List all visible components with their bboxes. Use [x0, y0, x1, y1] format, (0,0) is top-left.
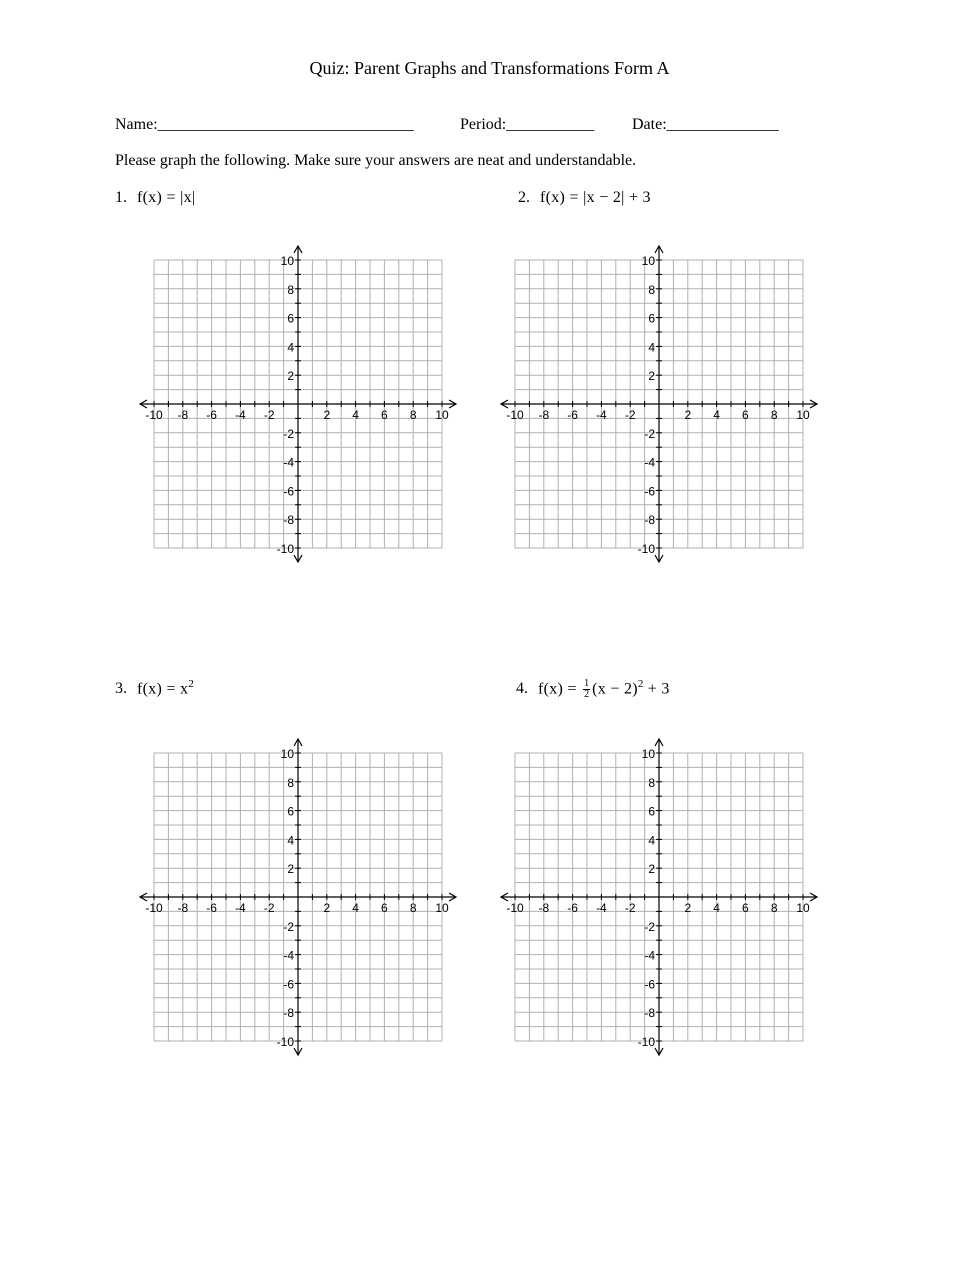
x-tick-label: -6 [567, 901, 578, 915]
x-tick-label: 10 [796, 408, 810, 422]
y-tick-label: -2 [644, 426, 655, 441]
y-tick-label: 8 [648, 282, 655, 297]
function-label: f(x) = [538, 680, 582, 698]
x-tick-label: 8 [770, 901, 778, 915]
y-tick-label: -10 [276, 542, 294, 556]
x-tick-label: -4 [235, 408, 246, 422]
x-tick-label: 2 [684, 408, 692, 422]
x-tick-label: 6 [381, 901, 388, 915]
y-tick-label: 4 [648, 833, 655, 848]
y-tick-label: 6 [648, 804, 655, 819]
fraction-denominator: 2 [584, 689, 590, 701]
problem-2 [518, 189, 651, 207]
x-tick-label: -2 [263, 408, 275, 422]
x-tick-label: -4 [235, 901, 246, 915]
x-tick-label: 10 [435, 901, 449, 915]
x-tick-label: 10 [435, 408, 449, 422]
y-tick-label: -4 [644, 455, 655, 470]
x-tick-label: -6 [206, 901, 217, 915]
problem-number: 1. [115, 189, 127, 206]
x-tick-label: 6 [742, 408, 749, 422]
y-tick-label: 6 [287, 804, 294, 819]
x-tick-label: 2 [684, 901, 692, 915]
x-tick-label: 4 [713, 408, 720, 422]
function-base: x [180, 680, 189, 698]
y-tick-label: 4 [287, 340, 294, 355]
problem-3 [115, 678, 194, 698]
x-tick-label: 2 [323, 408, 331, 422]
problem-4 [516, 678, 670, 700]
page-title: Quiz: Parent Graphs and Transformations Form A [309, 58, 670, 78]
x-tick-label: -2 [624, 901, 636, 915]
coordinate-grid-3[interactable] [134, 733, 462, 1061]
problem-1 [115, 189, 195, 207]
x-tick-label: 6 [742, 901, 749, 915]
problem-number: 4. [516, 680, 528, 698]
y-tick-label: -2 [283, 426, 294, 441]
y-tick-label: -2 [644, 919, 655, 934]
grid-svg [495, 733, 823, 1061]
y-tick-label: 2 [648, 862, 655, 877]
grid-svg [134, 240, 462, 568]
y-tick-label: -8 [283, 513, 294, 528]
function-expression: |x| [180, 189, 196, 206]
y-tick-label: 10 [641, 254, 655, 268]
y-tick-label: 4 [287, 833, 294, 848]
y-tick-label: 8 [287, 282, 294, 297]
y-tick-label: -6 [644, 977, 655, 992]
y-tick-label: 10 [280, 747, 294, 761]
grid-svg [495, 240, 823, 568]
function-base: (x − 2) [592, 680, 638, 698]
x-tick-label: -6 [206, 408, 217, 422]
y-tick-label: -8 [644, 513, 655, 528]
y-tick-label: 4 [648, 340, 655, 355]
x-tick-label: 4 [713, 901, 720, 915]
x-tick-label: 8 [409, 901, 417, 915]
x-tick-label: 10 [796, 901, 810, 915]
x-tick-label: -4 [596, 901, 607, 915]
date-field[interactable]: Date:______________ [632, 116, 779, 133]
y-tick-label: 2 [287, 369, 294, 384]
coordinate-grid-1[interactable] [134, 240, 462, 568]
x-tick-label: 4 [352, 408, 359, 422]
function-tail: + 3 [643, 680, 670, 698]
x-tick-label: -8 [538, 901, 550, 915]
y-tick-label: 10 [280, 254, 294, 268]
fraction [583, 679, 590, 700]
x-tick-label: -4 [596, 408, 607, 422]
problem-number: 3. [115, 680, 127, 698]
x-tick-label: -2 [263, 901, 275, 915]
y-tick-label: -6 [644, 484, 655, 499]
function-label: f(x) = [137, 189, 181, 206]
x-tick-label: 2 [323, 901, 331, 915]
y-tick-label: 6 [287, 311, 294, 326]
x-tick-label: -8 [177, 901, 189, 915]
x-tick-label: -10 [506, 408, 524, 422]
fraction-numerator: 1 [584, 678, 590, 690]
y-tick-label: 2 [648, 369, 655, 384]
x-tick-label: -6 [567, 408, 578, 422]
function-exponent: 2 [637, 678, 644, 690]
x-tick-label: -8 [177, 408, 189, 422]
y-tick-label: -6 [283, 977, 294, 992]
period-field[interactable]: Period:___________ [460, 116, 595, 133]
y-tick-label: -10 [637, 1035, 655, 1049]
x-tick-label: -2 [624, 408, 636, 422]
y-tick-label: -2 [283, 919, 294, 934]
y-tick-label: -8 [283, 1006, 294, 1021]
y-tick-label: 8 [648, 775, 655, 790]
y-tick-label: -8 [644, 1006, 655, 1021]
grid-svg [134, 733, 462, 1061]
y-tick-label: 6 [648, 311, 655, 326]
x-tick-label: 8 [409, 408, 417, 422]
x-tick-label: -10 [506, 901, 524, 915]
y-tick-label: 10 [641, 747, 655, 761]
name-field[interactable]: Name:________________________________ [115, 116, 414, 133]
function-label: f(x) = [540, 189, 584, 206]
y-tick-label: 8 [287, 775, 294, 790]
x-tick-label: -10 [145, 901, 163, 915]
x-tick-label: -10 [145, 408, 163, 422]
y-tick-label: -6 [283, 484, 294, 499]
y-tick-label: 2 [287, 862, 294, 877]
function-exponent: 2 [188, 678, 194, 690]
y-tick-label: -4 [644, 948, 655, 963]
problem-number: 2. [518, 189, 530, 206]
y-tick-label: -10 [637, 542, 655, 556]
function-label: f(x) = [137, 680, 181, 698]
x-tick-label: 8 [770, 408, 778, 422]
y-tick-label: -10 [276, 1035, 294, 1049]
y-tick-label: -4 [283, 948, 294, 963]
x-tick-label: 4 [352, 901, 359, 915]
coordinate-grid-2[interactable] [495, 240, 823, 568]
function-expression: |x − 2| + 3 [583, 189, 651, 206]
x-tick-label: 6 [381, 408, 388, 422]
x-tick-label: -8 [538, 408, 550, 422]
instructions: Please graph the following. Make sure your answers are neat and understandable. [115, 152, 637, 169]
y-tick-label: -4 [283, 455, 294, 470]
coordinate-grid-4[interactable] [495, 733, 823, 1061]
